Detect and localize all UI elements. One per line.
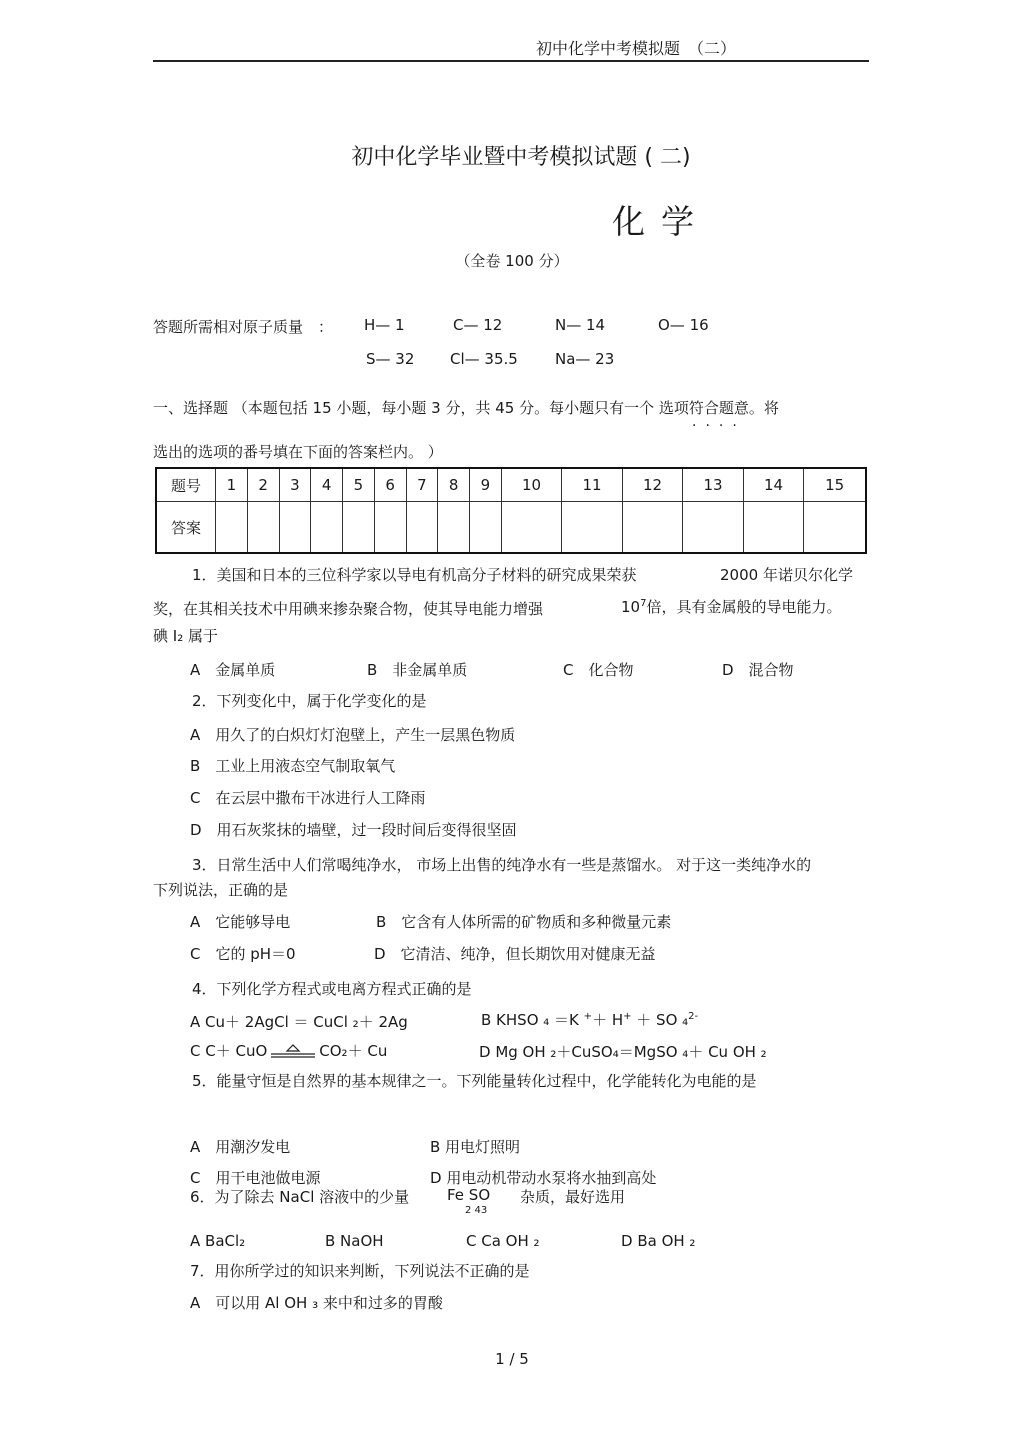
q4-b-charge: 2- [688, 1011, 699, 1022]
section1-instruction-line2: 选出的选项的番号填在下面的答案栏内。 ） [153, 443, 443, 461]
answer-cell[interactable] [343, 502, 375, 554]
answer-cell[interactable] [470, 502, 502, 554]
header-rule [153, 60, 869, 62]
q4-option-d: D Mg OH ₂＋CuSO₄＝MgSO ₄＋ Cu OH ₂ [479, 1043, 767, 1061]
q4-c-post: CO₂＋ Cu [319, 1042, 388, 1060]
q6-formula: Fe SO [447, 1186, 491, 1204]
q1-power [621, 596, 841, 617]
q3-line1: 3．日常生活中人们常喝纯净水， 市场上出售的纯净水有一些是蒸馏水。 对于这一类纯净水的 [192, 856, 812, 874]
answer-cell[interactable] [438, 502, 470, 554]
q6-option-c: C Ca OH ₂ [466, 1232, 540, 1250]
q4-b-charge: + [583, 1011, 593, 1022]
q3-option-a: A 它能够导电 [190, 913, 291, 931]
atomic-mass-label: 答题所需相对原子质量 ： [153, 318, 334, 336]
question-number-cell: 11 [562, 468, 623, 502]
section1-instruction-line1: 一、选择题 （本题包括 15 小题，每小题 3 分，共 45 分。每小题只有一个 选项符合题意。将 [153, 399, 779, 417]
question-number-cell: 14 [743, 468, 804, 502]
q1-option-c: C 化合物 [563, 661, 634, 679]
q2-option-a: A 用久了的白炽灯灯泡壁上，产生一层黑色物质 [190, 726, 516, 744]
q6-stem-end: 杂质，最好选用 [520, 1188, 626, 1206]
q3-option-b: B 它含有人体所需的矿物质和多种微量元素 [376, 913, 672, 931]
q1-line1: 1．美国和日本的三位科学家以导电有机高分子材料的研究成果荣获 [192, 566, 637, 584]
table-row [156, 502, 866, 554]
q4-b-pre: B KHSO ₄ ＝K [481, 1011, 584, 1029]
question-number-cell: 12 [622, 468, 683, 502]
answer-cell[interactable] [311, 502, 343, 554]
q1-option-a: A 金属单质 [190, 661, 276, 679]
answer-cell[interactable] [406, 502, 438, 554]
q4-b-charge: + [623, 1011, 632, 1022]
q1-line3: 碘 I₂ 属于 [153, 627, 218, 645]
q4-option-b [481, 1009, 698, 1030]
q3-line2: 下列说法，正确的是 [153, 881, 289, 899]
question-number-cell: 6 [374, 468, 406, 502]
question-number-cell: 9 [470, 468, 502, 502]
q2-stem: 2．下列变化中，属于化学变化的是 [192, 692, 427, 710]
atomic-mass-na: Na— 23 [555, 350, 615, 368]
answer-cell[interactable] [683, 502, 744, 554]
q1-power-base: 10 [621, 598, 641, 616]
answer-cell[interactable] [374, 502, 406, 554]
answer-cell[interactable] [622, 502, 683, 554]
q4-b-post: ＋ SO ₄ [631, 1011, 689, 1029]
answer-cell[interactable] [279, 502, 311, 554]
question-number-cell: 2 [247, 468, 279, 502]
answer-cell[interactable] [501, 502, 562, 554]
q1-option-d: D 混合物 [722, 661, 794, 679]
q6-formula-subscripts: 2 43 [465, 1205, 488, 1216]
atomic-mass-cl: Cl— 35.5 [450, 350, 518, 368]
question-number-label: 题号 [156, 468, 216, 502]
exam-title: 初中化学毕业暨中考模拟试题 ( 二) [351, 145, 691, 170]
q6-option-a: A BaCl₂ [190, 1232, 246, 1250]
page-number: 1 / 5 [495, 1350, 529, 1368]
question-number-cell: 8 [438, 468, 470, 502]
answer-cell[interactable] [743, 502, 804, 554]
q5-option-c: C 用干电池做电源 [190, 1169, 321, 1187]
table-row [156, 468, 866, 502]
q2-option-d: D 用石灰浆抹的墙壁，过一段时间后变得很坚固 [190, 821, 517, 839]
subject-title: 化学 [612, 202, 710, 241]
q1-line1-year: 2000 年诺贝尔化学 [720, 566, 853, 584]
answer-cell[interactable] [804, 502, 866, 554]
running-header: 初中化学中考模拟题 （二） [536, 39, 737, 58]
question-number-cell: 5 [343, 468, 375, 502]
q7-option-a: A 可以用 Al OH ₃ 来中和过多的胃酸 [190, 1294, 443, 1312]
atomic-mass-c: C— 12 [453, 316, 503, 334]
answer-table [155, 467, 867, 554]
q2-option-b: B 工业上用液态空气制取氧气 [190, 757, 396, 775]
q5-option-d: D 用电动机带动水泵将水抽到高处 [430, 1169, 657, 1187]
q5-option-a: A 用潮汐发电 [190, 1138, 291, 1156]
answer-cell[interactable] [216, 502, 248, 554]
heating-condition-icon [269, 1043, 317, 1061]
q2-option-c: C 在云层中撒布干冰进行人工降雨 [190, 789, 426, 807]
question-number-cell: 4 [311, 468, 343, 502]
q7-stem: 7．用你所学过的知识来判断，下列说法不正确的是 [190, 1262, 530, 1280]
question-number-cell: 1 [216, 468, 248, 502]
q6-stem: 6．为了除去 NaCl 溶液中的少量 [190, 1188, 410, 1206]
q6-option-d: D Ba OH ₂ [621, 1232, 696, 1250]
atomic-mass-s: S— 32 [366, 350, 415, 368]
question-number-cell: 3 [279, 468, 311, 502]
q4-option-a: A Cu＋ 2AgCl ＝ CuCl ₂＋ 2Ag [190, 1013, 408, 1031]
q4-option-c [190, 1040, 387, 1061]
q1-power-exponent: 7 [640, 598, 647, 609]
total-score: （全卷 100 分） [455, 252, 569, 270]
q3-option-d: D 它清洁、纯净，但长期饮用对健康无益 [374, 945, 656, 963]
question-number-cell: 13 [683, 468, 744, 502]
q3-option-c: C 它的 pH＝0 [190, 945, 296, 963]
question-number-cell: 7 [406, 468, 438, 502]
q4-stem: 4．下列化学方程式或电离方程式正确的是 [192, 980, 472, 998]
question-number-cell: 10 [501, 468, 562, 502]
answer-cell[interactable] [562, 502, 623, 554]
q4-b-mid: ＋ H [592, 1011, 624, 1029]
q1-option-b: B 非金属单质 [367, 661, 468, 679]
q6-option-b: B NaOH [325, 1232, 384, 1250]
q5-stem: 5．能量守恒是自然界的基本规律之一。下列能量转化过程中，化学能转化为电能的是 [192, 1072, 757, 1090]
atomic-mass-n: N— 14 [555, 316, 606, 334]
q4-c-pre: C C＋ CuO [190, 1042, 268, 1060]
answer-label: 答案 [156, 502, 216, 554]
q1-line2-end: 倍，具有金属般的导电能力。 [646, 598, 842, 616]
q5-option-b: B 用电灯照明 [430, 1138, 521, 1156]
atomic-mass-o: O— 16 [658, 316, 709, 334]
answer-cell[interactable] [247, 502, 279, 554]
q1-line2: 奖，在其相关技术中用碘来掺杂聚合物，使其导电能力增强 [153, 600, 544, 618]
question-number-cell: 15 [804, 468, 866, 502]
emphasis-dots: ···· [692, 418, 746, 434]
atomic-mass-h: H— 1 [364, 316, 405, 334]
